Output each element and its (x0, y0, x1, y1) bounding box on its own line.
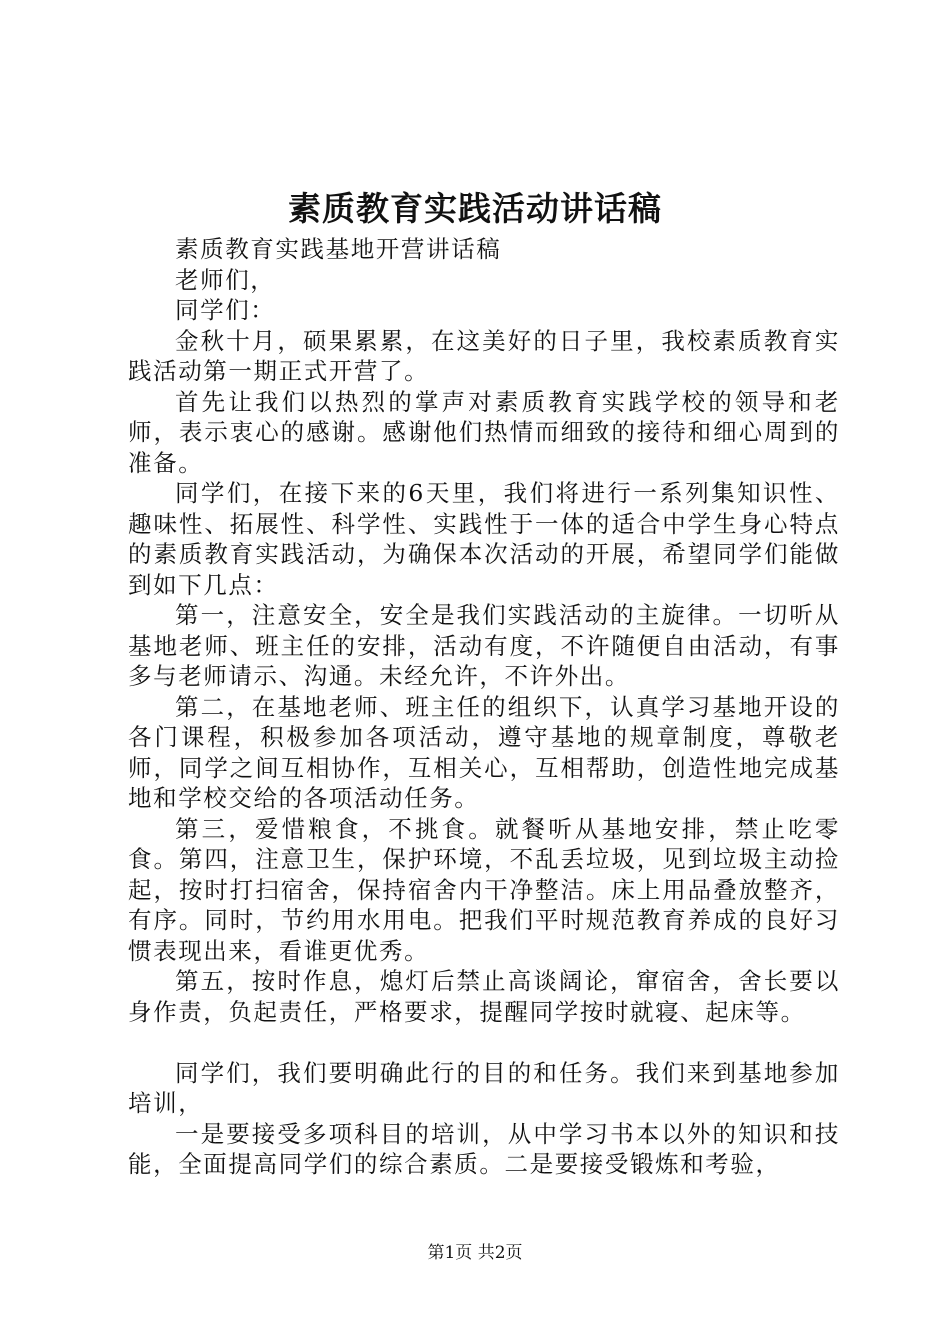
paragraph-greeting-teachers: 老师们， (175, 265, 276, 294)
paragraph: 一是要接受多项科目的培训，从中学习书本以外的知识和技能，全面提高同学们的综合素质。二是要接受锻炼和考验， (128, 1119, 840, 1178)
paragraph-greeting-students: 同学们： (175, 296, 276, 324)
document-title: 素质教育实践活动讲话稿 (288, 189, 662, 228)
paragraph: 同学们，我们要明确此行的目的和任务。我们来到基地参加培训， (128, 1058, 840, 1117)
paragraph: 首先让我们以热烈的掌声对素质教育实践学校的领导和老师，表示衷心的感谢。感谢他们热情而细致的接待和细心周到的准备。 (128, 387, 840, 477)
paragraph-subtitle: 素质教育实践基地开营讲话稿 (175, 235, 502, 263)
paragraph: 第一，注意安全，安全是我们实践活动的主旋律。一切听从基地老师、班主任的安排，活动有度，不许随便自由活动，有事多与老师请示、沟通。未经允许，不许外出。 (128, 601, 840, 690)
paragraph: 第五，按时作息，熄灯后禁止高谈阔论，窜宿舍，舍长要以身作责，负起责任，严格要求，提醒同学按时就寝、起床等。 (128, 967, 840, 1026)
document-body (128, 234, 840, 1180)
paragraph: 同学们，在接下来的6天里，我们将进行一系列集知识性、趣味性、拓展性、科学性、实践性于一体的适合中学生身心特点的素质教育实践活动，为确保本次活动的开展，希望同学们能做到如下几点： (128, 479, 840, 599)
page-number-footer: 第1页 共2页 (427, 1243, 523, 1263)
paragraph: 第三，爱惜粮食，不挑食。就餐听从基地安排，禁止吃零食。第四，注意卫生，保护环境，不乱丢垃圾，见到垃圾主动捡起，按时打扫宿舍，保持宿舍内干净整洁。床上用品叠放整齐，有序。同时，节约用水用电。把我们平时规范教育养成的良好习惯表现出来，看谁更优秀。 (128, 814, 840, 965)
paragraph: 第二，在基地老师、班主任的组织下，认真学习基地开设的各门课程，积极参加各项活动，遵守基地的规章制度，尊敬老师，同学之间互相协作，互相关心，互相帮助，创造性地完成基地和学校交给的各项活动任务。 (128, 692, 840, 812)
paragraph: 金秋十月，硕果累累，在这美好的日子里，我校素质教育实践活动第一期正式开营了。 (128, 326, 840, 385)
